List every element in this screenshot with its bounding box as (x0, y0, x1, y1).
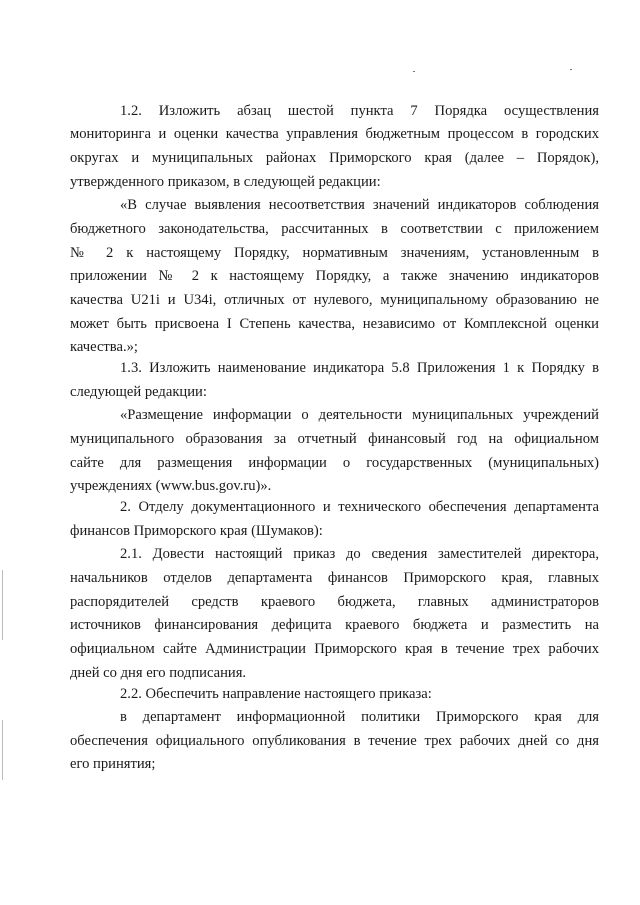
text-line: округах и муниципальных районах Приморского края (далее – Порядок), (70, 150, 599, 166)
text-line: мониторинга и оценки качества управления бюджетным процессом в городских (70, 126, 599, 142)
text-line: 2. Отделу документационного и технического обеспечения департамента (120, 499, 599, 515)
text-line: качества U21i и U34i, отличных от нулевого, муниципальному образованию не (70, 292, 599, 308)
text-line: утвержденного приказом, в следующей редакции: (70, 174, 381, 190)
scan-edge-mark (2, 720, 3, 780)
text-line: сайте для размещения информации о государственных (муниципальных) (70, 455, 599, 471)
text-line: распорядителей средств краевого бюджета, главных администраторов (70, 594, 599, 610)
text-line: следующей редакции: (70, 384, 207, 400)
text-line: 1.2. Изложить абзац шестой пункта 7 Порядка осуществления (120, 103, 599, 119)
text-line: качества.»; (70, 339, 138, 355)
text-line: «В случае выявления несоответствия значений индикаторов соблюдения (120, 197, 599, 213)
text-line: финансов Приморского края (Шумаков): (70, 523, 323, 539)
text-line: начальников отделов департамента финансов Приморского края, главных (70, 570, 599, 586)
text-line: бюджетного законодательства, рассчитанных в соответствии с приложением (70, 221, 599, 237)
text-line: официальном сайте Администрации Приморского края в течение трех рабочих (70, 641, 599, 657)
text-line: № 2 к настоящему Порядку, нормативным значениям, установленным в (70, 245, 599, 261)
text-line: 1.3. Изложить наименование индикатора 5.8 Приложения 1 к Порядку в (120, 360, 599, 376)
text-line: его принятия; (70, 756, 156, 772)
text-line: «Размещение информации о деятельности муниципальных учреждений (120, 407, 599, 423)
scan-edge-mark (2, 570, 3, 640)
text-line: 2.2. Обеспечить направление настоящего приказа: (120, 686, 432, 702)
text-line: муниципального образования за отчетный финансовый год на официальном (70, 431, 599, 447)
text-line: источников финансирования дефицита краевого бюджета и разместить на (70, 617, 599, 633)
text-line: дней со дня его подписания. (70, 665, 247, 681)
text-line: может быть присвоена I Степень качества, независимо от Комплексной оценки (70, 316, 599, 332)
text-line: обеспечения официального опубликования в течение трех рабочих дней со дня (70, 733, 599, 749)
text-line: 2.1. Довести настоящий приказ до сведения заместителей директора, (120, 546, 599, 562)
text-line: в департамент информационной политики Приморского края для (120, 709, 599, 725)
text-line: учреждениях (www.bus.gov.ru)». (70, 478, 272, 494)
text-line: приложении № 2 к настоящему Порядку, а также значению индикаторов (70, 268, 599, 284)
scan-speck (413, 71, 415, 72)
scan-speck (570, 69, 572, 70)
